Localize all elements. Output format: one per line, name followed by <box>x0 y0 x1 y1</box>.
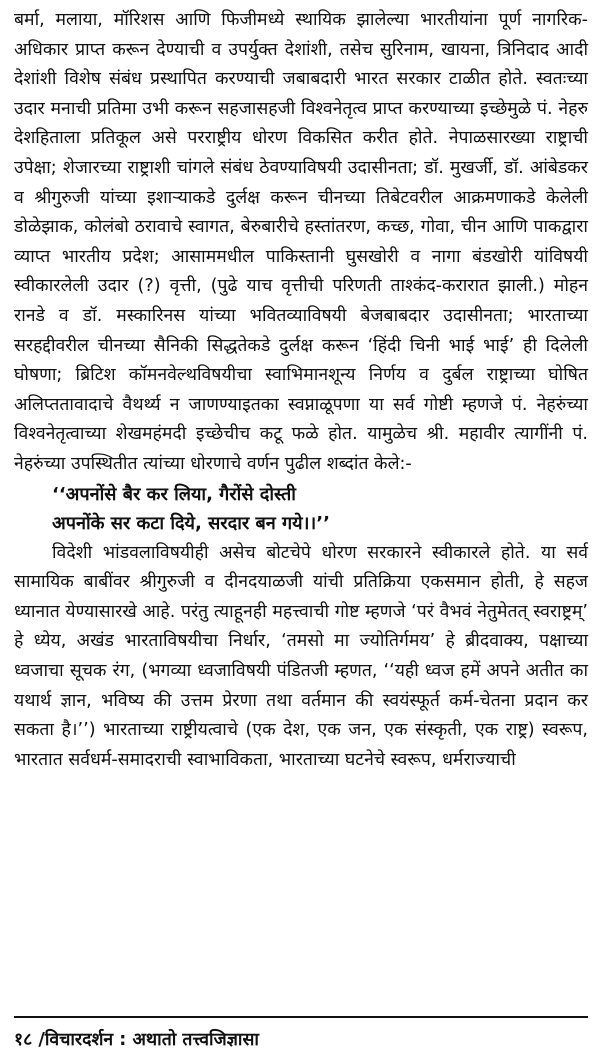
body-paragraph-2: विदेशी भांडवलाविषयीही असेच बोटचेपे धोरण सरकारने स्वीकारले होते. या सर्व सामायिक बाबींवर श्रीगुरुजी व दीनदयाळजी यांची प्रतिक्रिया एकसमान होती, हे सहज ध्यानात येण्यासारखे आहे. परंतु त्याहूनही महत्त्वाची गोष्ट म्हणजे ‘परं वैभवं नेतुमेतत् स्वराष्ट्रम्’ हे ध्येय, अखंड भारताविषयीचा निर्धार, ‘तमसो मा ज्योतिर्गमय’ हे ब्रीदवाक्य, पक्षाच्या ध्वजाचा सूचक रंग, (भगव्या ध्वजाविषयी पंडितजी म्हणत, ‘‘यही ध्वज हमें अपने अतीत का यथार्थ ज्ञान, भविष्य की उत्तम प्रेरणा तथा वर्तमान की स्वयंस्फूर्त कर्म-चेतना प्रदान कर सकता है।’’) भारताच्या राष्ट्रीयत्वाचे (एक देश, एक जन, एक संस्कृती, एक राष्ट्र) स्वरूप, भारतात सर्वधर्म-समादराची स्वाभाविकता, भारताच्या घटनेचे स्वरूप, धर्मराज्याची <box>14 542 588 770</box>
body-paragraph-1: बर्मा, मलाया, मॉरिशस आणि फिजीमध्ये स्थायिक झालेल्या भारतीयांना पूर्ण नागरिक-अधिकार प्राप्त करून देण्याची व उपर्युक्त देशांशी, तसेच सुरिनाम, खायना, त्रिनिदाद आदी देशांशी विशेष संबंध प्रस्थापित करण्याची जबाबदारी भारत सरकार टाळीत होते. स्वतःच्या उदार मनाची प्रतिमा उभी करून सहजासहजी विश्वनेतृत्व प्राप्त करण्याच्या इच्छेमुळे पं. नेहरु देशहिताला प्रतिकूल असे परराष्ट्रीय धोरण विकसित करीत होते. नेपाळसारख्या राष्ट्राची उपेक्षा; शेजारच्या राष्ट्राशी चांगले संबंध ठेवण्याविषयी उदासीनता; डॉ. मुखर्जी, डॉ. आंबेडकर व श्रीगुरुजी यांच्या इशाऱ्याकडे दुर्लक्ष करून चीनच्या तिबेटवरील आक्रमणाकडे केलेली डोळेझाक, कोलंबो ठरावाचे स्वागत, बेरुबारीचे हस्तांतरण, कच्छ, गोवा, चीन आणि पाकद्वारा व्याप्त भारतीय प्रदेश; आसाममधील पाकिस्तानी घुसखोरी व नागा बंडखोरी यांविषयी स्वीकारलेली उदार (?) वृत्ती, (पुढे याच वृत्तीची परिणती ताश्कंद-करारात झाली.) मोहन रानडे व डॉ. मस्कारिनस यांच्या भवितव्याविषयी बेजबाबदार उदासीनता; भारताच्या सरहद्दीवरील चीनच्या सैनिकी सिद्धतेकडे दुर्लक्ष करून ‘हिंदी चिनी भाई भाई’ ही दिलेली घोषणा; ब्रिटिश कॉमनवेल्थविषयीचा स्वाभिमानशून्य निर्णय व दुर्बल राष्ट्राच्या घोषित अलिप्ततावादाचे वैथर्थ्य न जाणण्याइतका स्वप्नाळूपणा या सर्व गोष्टी म्हणजे पं. नेहरुंच्या विश्वनेतृत्वाच्या शेखमहंमदी इच्छेचीच कटू फळे होत. यामुळेच श्री. महावीर त्यागींनी पं. नेहरुंच्या उपस्थितीत त्यांच्या धोरणाचे वर्णन पुढील शब्दांत केले:- <box>14 10 588 474</box>
page-body <box>14 6 588 775</box>
verse-quote-line-2: अपनोंके सर कटा दिये, सरदार बन गये।।’’ <box>52 513 330 535</box>
verse-quote-line-1: ‘‘अपनोंसे बैर कर लिया, गैरोंसे दोस्ती <box>52 483 296 505</box>
footer-divider <box>14 1016 588 1018</box>
page-footer: १८ /विचारदर्शन : अथातो तत्त्वजिज्ञासा <box>14 1030 259 1050</box>
